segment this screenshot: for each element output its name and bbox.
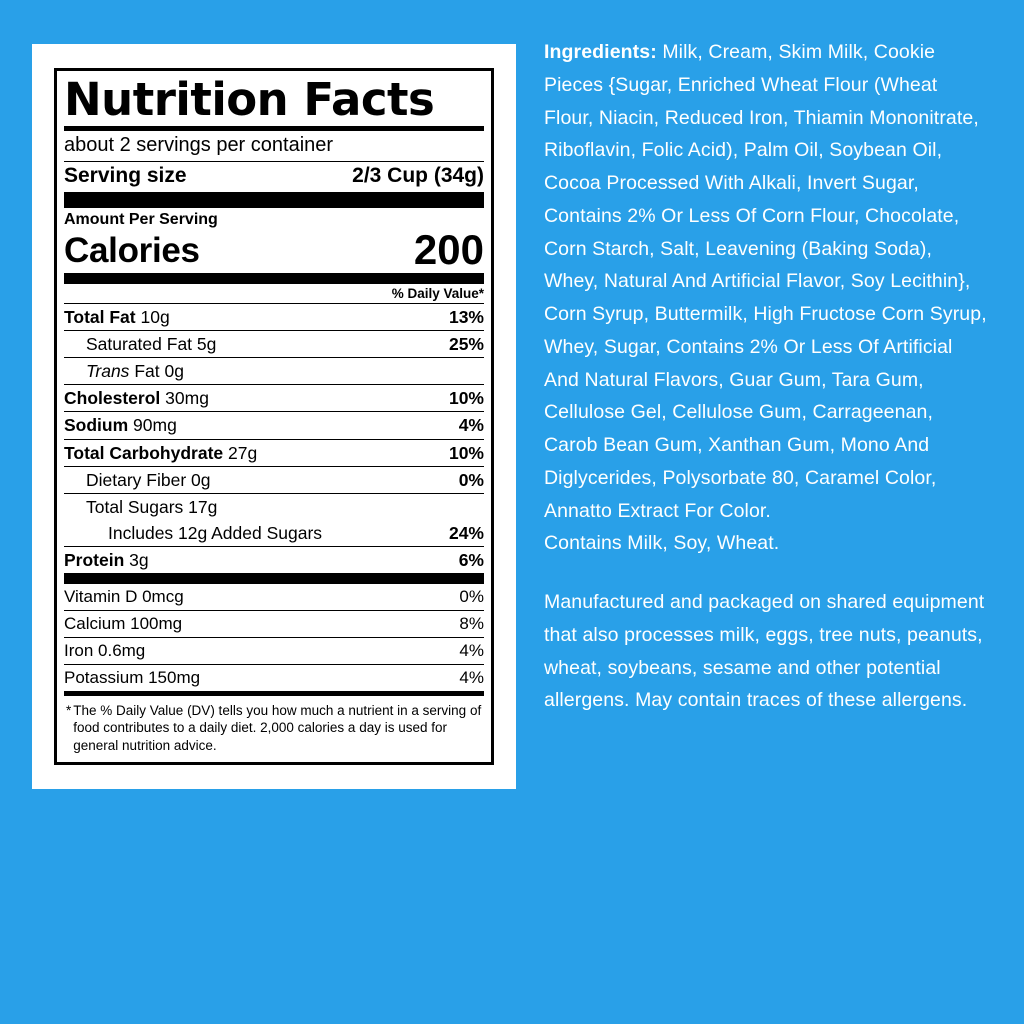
ingredients-paragraph <box>544 36 988 527</box>
micronutrient-name: Calcium 100mg <box>64 614 183 634</box>
nutrient-name <box>86 497 225 517</box>
table-row <box>64 664 484 691</box>
daily-value-header: % Daily Value* <box>391 285 484 301</box>
nutrient-amount: 0g <box>191 469 211 490</box>
nutrient-amount: 3g <box>129 550 149 571</box>
micronutrient-pct: 4% <box>459 668 484 688</box>
nutrient-name-text: Sodium <box>64 415 129 436</box>
ingredients-column <box>544 36 988 717</box>
nutrient-name <box>64 443 265 463</box>
table-row <box>64 610 484 637</box>
allergen-notice: Manufactured and packaged on shared equipment that also processes milk, eggs, tree nuts, peanuts, wheat, soybeans, sesame and other potential allergens. May contain traces of these allergens. <box>544 591 985 712</box>
nutrient-pct: 0% <box>458 469 484 490</box>
nutrient-pct: 25% <box>448 334 484 355</box>
footnote-asterisk: * <box>66 703 72 719</box>
table-row <box>64 303 484 330</box>
table-row <box>64 637 484 664</box>
nutrient-pct: 10% <box>448 442 484 463</box>
table-row <box>64 330 484 357</box>
nutrient-amount: 90mg <box>133 415 177 436</box>
nutrient-name <box>108 523 330 543</box>
nutrient-name-text: Total Carbohydrate <box>64 442 224 463</box>
contains-statement: Contains Milk, Soy, Wheat. <box>544 532 780 555</box>
divider-major-2 <box>64 273 484 284</box>
nutrient-pct: 6% <box>458 550 484 571</box>
nutrient-amount: Fat 0g <box>134 361 184 382</box>
nutrient-name <box>64 415 185 435</box>
nutrient-pct: 13% <box>448 306 484 327</box>
table-row <box>64 466 484 493</box>
nutrient-name <box>64 307 178 327</box>
serving-size-value: 2/3 Cup (34g) <box>352 163 484 187</box>
amount-per-serving-label: Amount Per Serving <box>64 210 218 228</box>
micronutrient-name: Iron 0.6mg <box>64 641 146 661</box>
daily-value-footnote <box>64 696 484 756</box>
micronutrient-name: Potassium 150mg <box>64 668 201 688</box>
nutrient-pct: 4% <box>458 415 484 436</box>
nutrient-amount: 27g <box>228 442 258 463</box>
nutrient-name <box>64 388 217 408</box>
nutrient-name <box>64 550 157 570</box>
table-row <box>64 439 484 466</box>
table-row <box>64 357 484 384</box>
nutrient-name <box>86 470 219 490</box>
ingredients-text: Milk, Cream, Skim Milk, Cookie Pieces {Sugar, Enriched Wheat Flour (Wheat Flour, Niacin, Reduced Iron, Thiamin Mononitrate, Riboflavin, Folic Acid), Palm Oil, Soybean Oil, Cocoa Processed With Alkali, Invert Sugar, Contains 2% Or Less Of Corn Flour, Chocolate, Corn Starch, Salt, Leavening (Baking Soda), Whey, Natural And Artificial Flavor, Soy Lecithin}, Corn Syrup, Buttermilk, High Fructose Corn Syrup, Whey, Sugar, Contains 2% Or Less Of Artificial And Natural Flavors, Guar Gum, Tara Gum, Cellulose Gel, Cellulose Gum, Carrageenan, Carob Bean Gum, Xanthan Gum, Mono And Diglycerides, Polysorbate 80, Caramel Color, Annatto Extract For Color. <box>544 41 987 522</box>
micronutrient-pct: 0% <box>459 587 484 607</box>
calories-value: 200 <box>413 225 484 273</box>
divider-major-1 <box>64 192 484 208</box>
table-row <box>64 520 484 546</box>
nutrient-amount: 30mg <box>165 388 209 409</box>
micronutrient-pct: 4% <box>459 641 484 661</box>
table-row <box>64 546 484 573</box>
nutrition-facts-title: Nutrition Facts <box>64 73 435 126</box>
serving-size-row <box>64 162 484 192</box>
nutrient-name-text: Protein <box>64 550 125 571</box>
nutrient-name-text: Cholesterol <box>64 388 161 409</box>
nutrient-amount: 5g <box>196 334 217 355</box>
nutrient-name-text: Total Fat <box>64 306 136 327</box>
nutrition-facts-panel <box>54 68 494 765</box>
table-row <box>64 384 484 411</box>
calories-row <box>64 225 484 273</box>
micronutrient-pct: 8% <box>459 614 484 634</box>
calories-label: Calories <box>64 230 200 270</box>
table-row <box>64 493 484 520</box>
nutrient-name-text: Dietary Fiber <box>86 469 187 490</box>
table-row <box>64 584 484 610</box>
table-row <box>64 411 484 438</box>
nutrient-name-text: Trans <box>86 361 130 382</box>
footnote-text: The % Daily Value (DV) tells you how much a nutrient in a serving of food contributes to a daily diet. 2,000 calories a day is used for general nutrition advice. <box>73 703 482 753</box>
nutrient-name-text: Includes 12g Added Sugars <box>108 522 323 543</box>
servings-per-container: about 2 servings per container <box>64 133 334 156</box>
serving-size-label: Serving size <box>64 163 187 187</box>
nutrient-name-text: Total Sugars <box>86 496 184 517</box>
nutrient-name <box>86 361 192 381</box>
nutrient-pct: 24% <box>448 522 484 543</box>
nutrient-name <box>86 334 224 354</box>
nutrient-amount: 10g <box>140 306 170 327</box>
micronutrient-name: Vitamin D 0mcg <box>64 587 184 607</box>
nutrient-amount: 17g <box>188 496 218 517</box>
nutrition-panel-card <box>32 44 516 789</box>
ingredients-label: Ingredients: <box>544 41 657 63</box>
spacer <box>544 560 988 586</box>
nutrient-name-text: Saturated Fat <box>86 334 193 355</box>
nutrient-pct: 10% <box>448 388 484 409</box>
divider-major-3 <box>64 573 484 584</box>
